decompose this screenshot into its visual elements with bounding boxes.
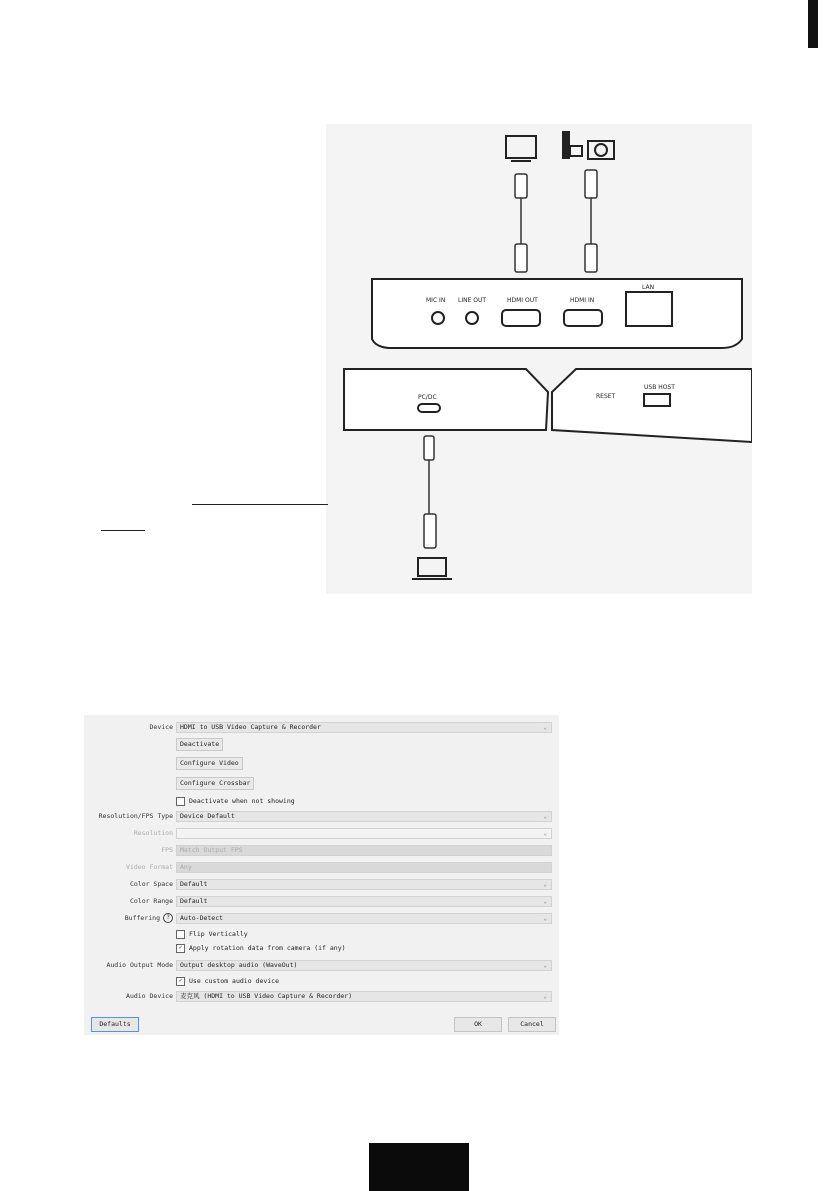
chevron-down-icon: ⌄ — [543, 830, 547, 837]
checkmark-icon: ✓ — [176, 977, 185, 986]
tv-icon — [506, 136, 536, 161]
audio-device-select[interactable] — [176, 991, 552, 1002]
resolution-fps-label: Resolution/FPS Type — [98, 812, 173, 820]
chevron-down-icon: ⌄ — [543, 915, 547, 922]
configure-crossbar-button[interactable]: Configure Crossbar — [176, 777, 254, 790]
chevron-down-icon: ⌄ — [543, 993, 547, 1000]
hdmi-out-label: HDMI OUT — [507, 297, 538, 304]
deactivate-when-not-showing-checkbox[interactable] — [176, 796, 295, 806]
deactivate-button[interactable]: Deactivate — [176, 738, 223, 751]
audio-output-mode-label: Audio Output Mode — [106, 961, 173, 969]
cancel-button[interactable]: Cancel — [508, 1017, 556, 1032]
color-space-value: Default — [180, 880, 208, 888]
buffering-select[interactable] — [176, 913, 552, 924]
checkbox-unchecked-icon — [176, 797, 185, 806]
page-number-tab — [369, 1143, 469, 1191]
use-custom-audio-device-label: Use custom audio device — [189, 977, 280, 985]
chevron-down-icon: ⌄ — [543, 881, 547, 888]
connection-diagram — [326, 124, 752, 594]
color-range-select[interactable] — [176, 896, 552, 907]
chevron-down-icon: ⌄ — [543, 724, 547, 731]
buffering-label — [125, 913, 173, 923]
apply-rotation-checkbox[interactable] — [176, 943, 346, 953]
apply-rotation-label: Apply rotation data from camera (if any) — [189, 944, 346, 952]
resolution-label: Resolution — [133, 829, 173, 837]
device-select[interactable] — [176, 722, 552, 733]
reset-label: RESET — [596, 393, 616, 400]
resolution-select — [176, 828, 552, 839]
game-camera-icon — [563, 132, 614, 159]
audio-output-mode-value: Output desktop audio (WaveOut) — [180, 961, 298, 969]
audio-output-mode-select[interactable] — [176, 960, 552, 971]
page-corner-marker — [808, 0, 818, 48]
checkbox-unchecked-icon — [176, 930, 185, 939]
audio-device-value: 麦克风 (HDMI to USB Video Capture & Recorder) — [180, 992, 353, 1000]
defaults-button[interactable]: Defaults — [91, 1017, 139, 1032]
use-custom-audio-device-checkbox[interactable] — [176, 976, 279, 986]
fps-label: FPS — [161, 846, 173, 854]
flip-vertically-checkbox[interactable] — [176, 929, 248, 939]
laptop-icon — [412, 558, 452, 579]
underline-decoration-2 — [101, 530, 145, 531]
pc-dc-label: PC/DC — [418, 394, 437, 401]
help-icon[interactable]: ? — [163, 913, 173, 923]
hdmi-in-label: HDMI IN — [570, 297, 595, 304]
buffering-value: Auto-Detect — [180, 914, 224, 922]
checkmark-icon: ✓ — [176, 944, 185, 953]
flip-vertically-label: Flip Vertically — [189, 930, 248, 938]
video-format-label: Video Format — [126, 863, 173, 871]
lan-label: LAN — [642, 284, 655, 291]
color-space-label: Color Space — [129, 880, 173, 888]
connection-diagram-drawing — [326, 124, 752, 594]
chevron-down-icon: ⌄ — [543, 962, 547, 969]
capture-device-properties-dialog — [84, 715, 559, 1035]
fps-select: Match Output FPS — [176, 845, 552, 856]
video-format-select: Any — [176, 862, 552, 873]
usb-host-label: USB HOST — [644, 384, 675, 391]
chevron-down-icon: ⌄ — [543, 898, 547, 905]
buffering-label-text: Buffering — [124, 914, 160, 922]
color-range-label: Color Range — [129, 897, 173, 905]
ok-button[interactable]: OK — [454, 1017, 502, 1032]
device-label: Device — [149, 723, 173, 731]
underline-decoration — [192, 504, 328, 505]
resolution-fps-select[interactable] — [176, 811, 552, 822]
deactivate-when-not-showing-label: Deactivate when not showing — [189, 797, 295, 805]
color-space-select[interactable] — [176, 879, 552, 890]
resolution-fps-value: Device Default — [180, 812, 235, 820]
mic-in-label: MIC IN — [426, 297, 446, 304]
configure-video-button[interactable]: Configure Video — [176, 757, 243, 770]
audio-device-label: Audio Device — [126, 992, 173, 1000]
line-out-label: LINE OUT — [458, 297, 487, 304]
chevron-down-icon: ⌄ — [543, 813, 547, 820]
color-range-value: Default — [180, 897, 208, 905]
device-select-value: HDMI to USB Video Capture & Recorder — [180, 723, 321, 731]
